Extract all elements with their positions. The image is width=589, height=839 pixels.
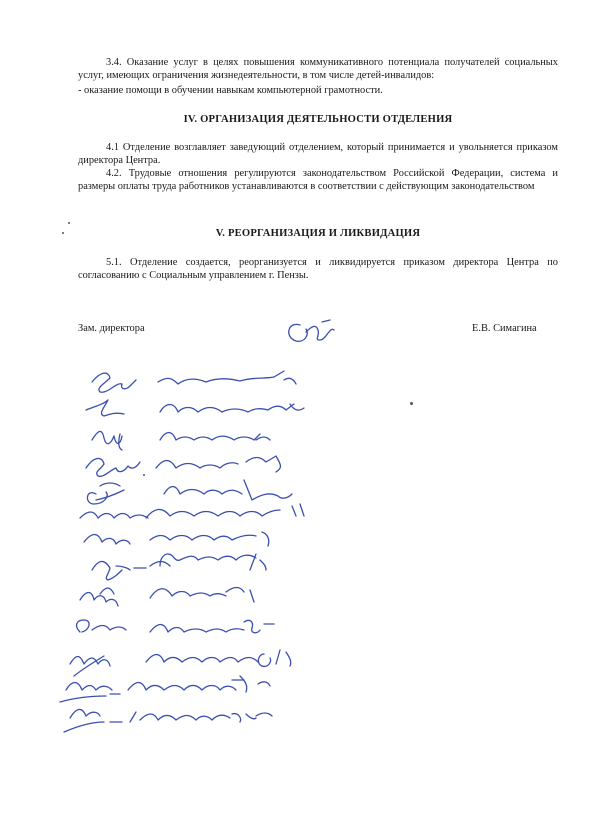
- paragraph-3-4: 3.4. Оказание услуг в целях повышения коммуникативного потенциала получателей социальных услуг, имеющих ограничения жизнедеятельности, в том числе детей-инвалидов:: [78, 57, 558, 81]
- paragraph-4-2: 4.2. Трудовые отношения регулируются законодательством Российской Федерации, система и размеры оплаты труда работников устанавливаются в соответствии с действующим законодательством: [78, 168, 558, 192]
- scan-speck: [410, 402, 413, 405]
- paragraph-3-4-bullet: - оказание помощи в обучении навыкам компьютерной грамотности.: [78, 85, 383, 96]
- scan-speck: [143, 474, 145, 476]
- signatory-role: Зам. директора: [78, 323, 145, 334]
- signature-row-8: [92, 554, 266, 580]
- director-signature: [289, 320, 334, 341]
- scan-speck: [62, 232, 64, 234]
- signature-row-1: [92, 371, 296, 392]
- section-5-heading: V. РЕОРГАНИЗАЦИЯ И ЛИКВИДАЦИЯ: [215, 228, 421, 239]
- paragraph-4-1: 4.1 Отделение возглавляет заведующий отделением, который принимается и увольняется приказом директора Центра.: [78, 142, 558, 166]
- signature-row-4: [86, 456, 281, 476]
- signature-row-2: [86, 400, 304, 416]
- signature-row-11: [70, 650, 291, 676]
- signature-row-7: [84, 532, 269, 546]
- section-4-heading: IV. ОРГАНИЗАЦИЯ ДЕЯТЕЛЬНОСТИ ОТДЕЛЕНИЯ: [183, 114, 453, 125]
- signature-row-9: [80, 588, 254, 607]
- signature-row-5: [87, 480, 292, 504]
- signature-row-13: [64, 709, 272, 732]
- signature-row-12: [60, 676, 270, 702]
- signature-row-6: [80, 504, 304, 518]
- signatory-name: Е.В. Симагина: [472, 323, 537, 334]
- signature-row-3: [92, 431, 270, 450]
- paragraph-5-1: 5.1. Отделение создается, реорганизуется и ликвидируется приказом директора Центра по согласованию с Социальным управлением г. Пензы.: [78, 257, 558, 281]
- scan-speck: [68, 222, 70, 224]
- signature-row-10: [77, 620, 274, 633]
